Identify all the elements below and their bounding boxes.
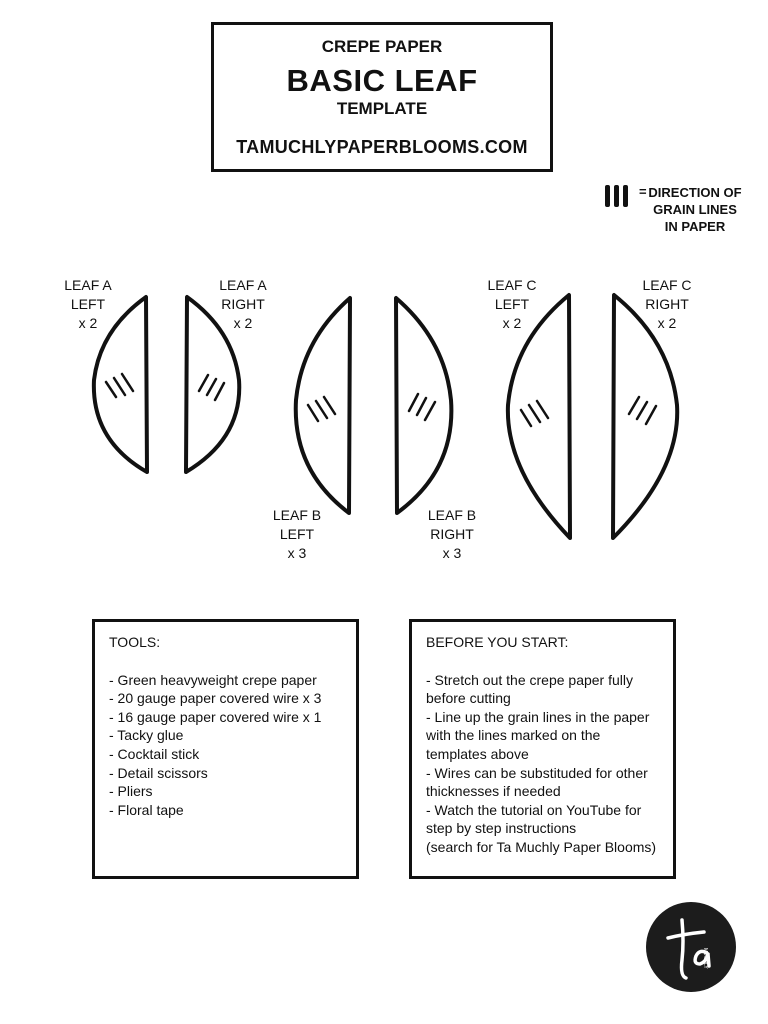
leaf-c-right-label [637, 276, 697, 333]
leaf-side: RIGHT [221, 296, 265, 312]
list-item: - Green heavyweight crepe paper [109, 671, 317, 688]
before-you-start-box [409, 619, 676, 879]
leaf-name: LEAF C [487, 277, 537, 293]
leaf-c-left-label [482, 276, 542, 333]
leaf-count: x 2 [657, 315, 677, 331]
list-item: - Watch the tutorial on YouTube for step by step instructions [426, 801, 642, 837]
list-item: - Detail scissors [109, 764, 208, 781]
legend-equals: = [639, 184, 647, 199]
list-item: - Wires can be substituded for other thicknesses if needed [426, 764, 648, 800]
leaf-side: LEFT [279, 526, 315, 542]
list-item: - Pliers [109, 783, 153, 800]
leaf-b-right-label [422, 506, 482, 563]
leaf-count: x 3 [287, 545, 307, 561]
list-item: - Floral tape [109, 801, 184, 818]
leaf-name: LEAF C [642, 277, 692, 293]
leaf-name: LEAF A [64, 277, 112, 293]
leaf-name: LEAF B [272, 507, 322, 523]
list-item: - Cocktail stick [109, 745, 200, 762]
leaf-side: LEFT [70, 296, 106, 312]
website-url: TAMUCHLYPAPERBLOOMS.COM [236, 137, 528, 157]
tools-list [109, 671, 342, 820]
legend-text: DIRECTION OF GRAIN LINES IN PAPER [648, 185, 742, 234]
leaf-a-left-label [58, 276, 118, 333]
leaf-side: RIGHT [430, 526, 474, 542]
leaf-count: x 2 [502, 315, 522, 331]
list-item: (search for Ta Muchly Paper Blooms) [426, 838, 657, 855]
title-line-3: TEMPLATE [336, 99, 428, 118]
list-item: - 20 gauge paper covered wire x 3 [109, 690, 322, 707]
list-item: - Stretch out the crepe paper fully before cutting [426, 671, 633, 707]
list-item: - Tacky glue [109, 727, 184, 744]
title-line-1: CREPE PAPER [321, 37, 443, 56]
before-start-heading: BEFORE YOU START: [426, 634, 569, 650]
logo-small-text: MUCHLY [702, 948, 708, 969]
leaf-count: x 2 [78, 315, 98, 331]
leaf-count: x 3 [442, 545, 462, 561]
leaf-b-right-shape [396, 298, 451, 513]
tools-box [92, 619, 359, 879]
leaf-name: LEAF A [219, 277, 267, 293]
tools-heading: TOOLS: [109, 634, 161, 650]
list-item: - Line up the grain lines in the paper with the lines marked on the templates above [426, 708, 650, 762]
page-title: BASIC LEAF [286, 63, 478, 98]
before-start-list [426, 671, 659, 857]
leaf-side: LEFT [494, 296, 530, 312]
leaf-side: RIGHT [645, 296, 689, 312]
leaf-count: x 2 [233, 315, 253, 331]
leaf-b-left-label [267, 506, 327, 563]
brand-logo [646, 902, 736, 992]
list-item: - 16 gauge paper covered wire x 1 [109, 708, 322, 725]
logo-mark-icon [646, 902, 736, 992]
leaf-a-right-label [213, 276, 273, 333]
leaf-name: LEAF B [427, 507, 477, 523]
leaf-b-left-shape [296, 298, 350, 513]
